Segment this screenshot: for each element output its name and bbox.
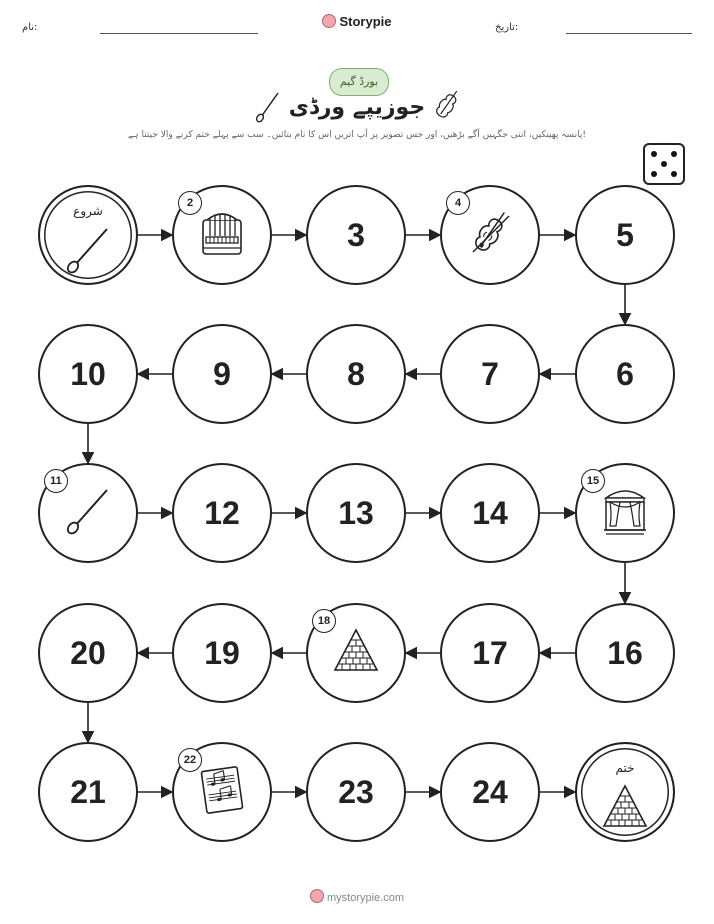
board-cell-13: [306, 463, 406, 563]
cell-number: 17: [472, 634, 508, 671]
board-cell-7: [440, 324, 540, 424]
cell-number-badge: 18: [312, 609, 336, 633]
cell-number-badge: 22: [178, 748, 202, 772]
board-cell-19: [172, 603, 272, 703]
theater-icon: [598, 484, 652, 542]
page-title: جوزیپے ورڈی: [288, 95, 426, 120]
board-cell-23: [306, 742, 406, 842]
date-label: تاریخ:: [495, 22, 519, 33]
board-cell-17: [440, 603, 540, 703]
board-cell-9: [172, 324, 272, 424]
board-cell-10: [38, 324, 138, 424]
cell-label: شروع: [73, 204, 103, 218]
footer: [0, 889, 714, 904]
cell-number: 20: [70, 634, 106, 671]
pyramid-icon: [598, 780, 652, 838]
cell-number: 3: [347, 216, 365, 253]
cell-number: 6: [616, 355, 634, 392]
baton-icon: [61, 484, 115, 542]
cell-number-badge: 11: [44, 469, 68, 493]
cell-number: 8: [347, 355, 365, 392]
cell-number: 16: [607, 634, 643, 671]
board-cell-5: [575, 185, 675, 285]
board-cell-1: [38, 185, 138, 285]
brand-name: Storypie: [339, 14, 392, 29]
cell-number: 23: [338, 773, 374, 810]
board-cell-6: [575, 324, 675, 424]
cell-number-badge: 15: [581, 469, 605, 493]
cell-number: 13: [338, 494, 374, 531]
board-cell-20: [38, 603, 138, 703]
organ-icon: [195, 206, 249, 264]
pyramid-icon: [329, 624, 383, 682]
baton-icon: [61, 223, 115, 281]
board-cell-21: [38, 742, 138, 842]
cell-number: 21: [70, 773, 106, 810]
board-game-badge: بورڈ گیم: [329, 68, 389, 96]
cell-number: 5: [616, 216, 634, 253]
board-cell-15: [575, 463, 675, 563]
cell-number: 14: [472, 494, 508, 531]
board-cell-2: [172, 185, 272, 285]
sheet-music-icon: [195, 763, 249, 821]
cell-number: 19: [204, 634, 240, 671]
cell-number: 12: [204, 494, 240, 531]
cell-number-badge: 2: [178, 191, 202, 215]
board-cell-22: [172, 742, 272, 842]
instructions-text: پانسہ پھینکیں، اتنی جگہیں آگے بڑھیں، اور جس تصویر پر آپ اتریں اس کا نام بتائیں۔ سب سے پہلے ختم کرنے والا جیتتا ہے!: [128, 130, 586, 140]
cell-number: 10: [70, 355, 106, 392]
cell-number: 9: [213, 355, 231, 392]
cell-number-badge: 4: [446, 191, 470, 215]
board-cell-25: [575, 742, 675, 842]
board-cell-3: [306, 185, 406, 285]
board-cell-8: [306, 324, 406, 424]
storypie-logo-icon: [310, 889, 324, 903]
cell-number: 7: [481, 355, 499, 392]
violin-icon: [463, 206, 517, 264]
board-cell-14: [440, 463, 540, 563]
board-cell-18: [306, 603, 406, 703]
board-cell-4: [440, 185, 540, 285]
board-cell-11: [38, 463, 138, 563]
board-cell-24: [440, 742, 540, 842]
footer-url[interactable]: mystorypie.com: [326, 892, 405, 904]
board-cell-16: [575, 603, 675, 703]
board-cell-12: [172, 463, 272, 563]
cell-number: 24: [472, 773, 508, 810]
name-label: نام:: [22, 22, 38, 33]
cell-label: ختم: [615, 761, 635, 775]
